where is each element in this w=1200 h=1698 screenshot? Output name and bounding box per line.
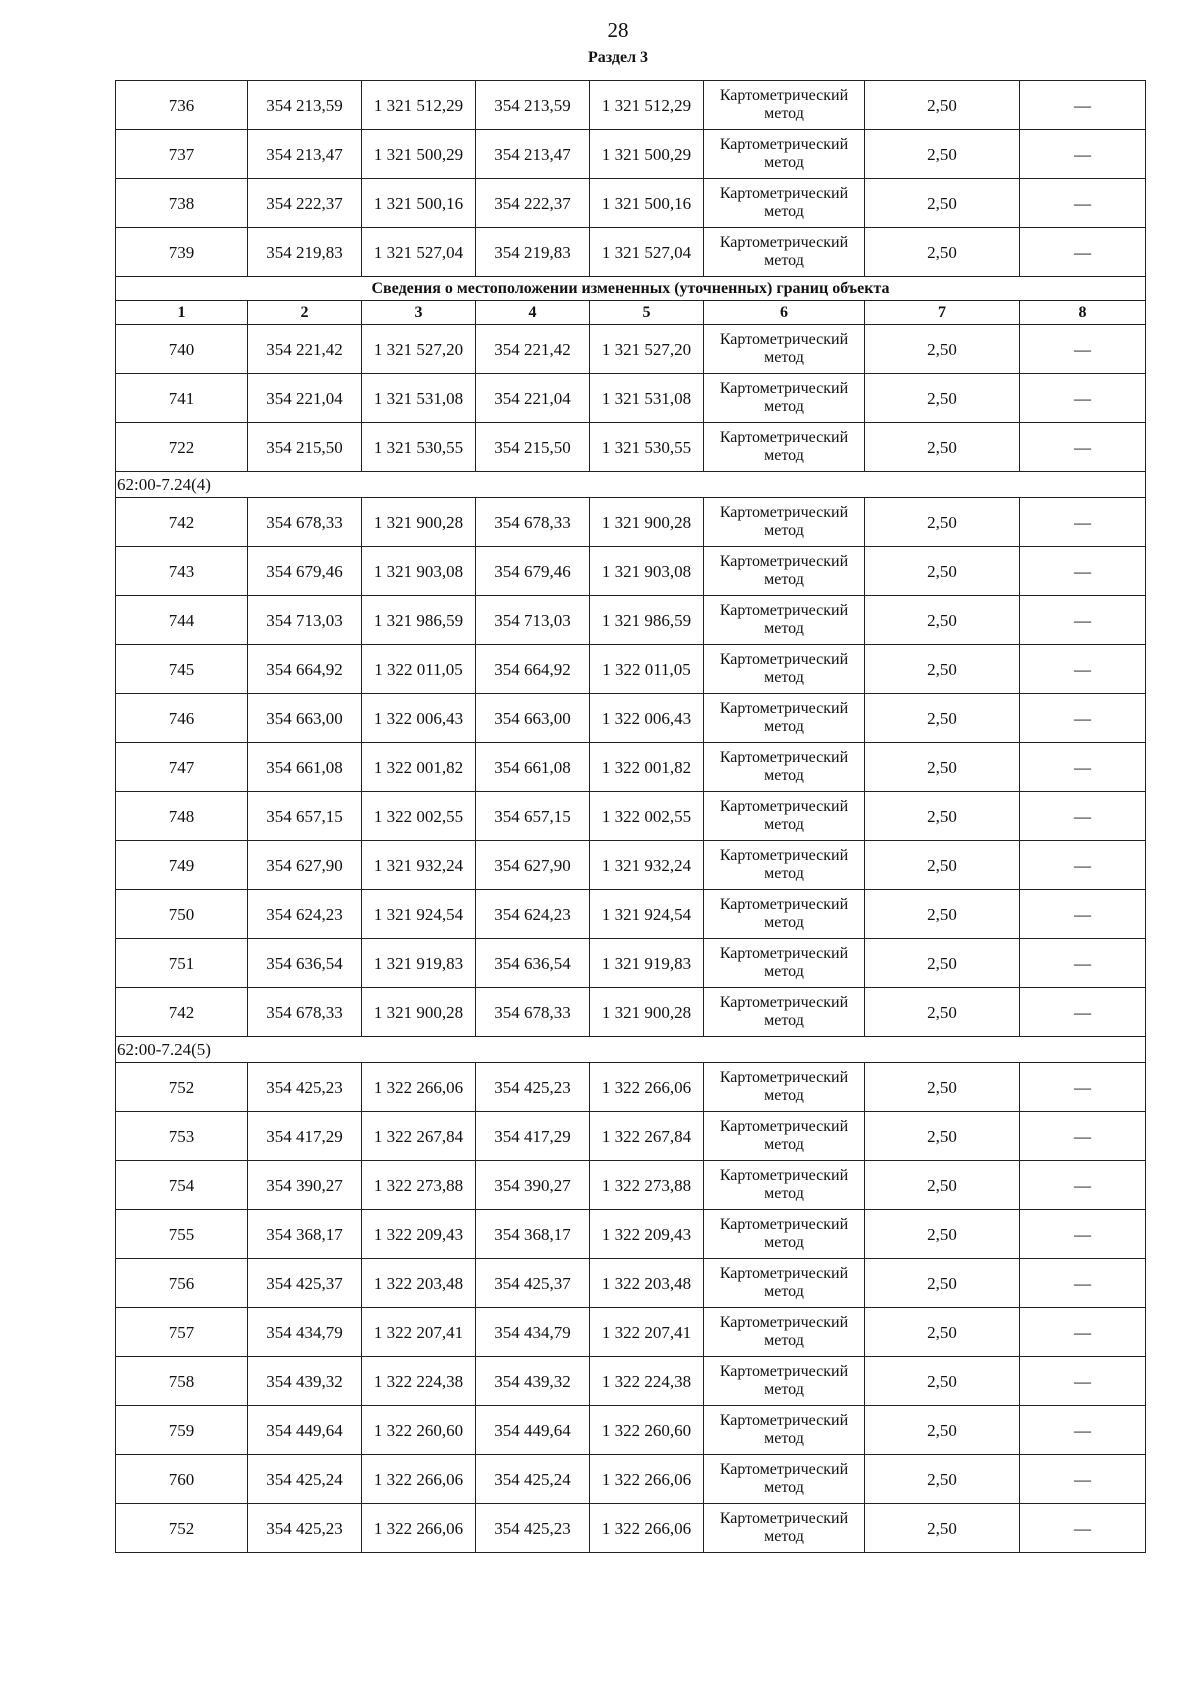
accuracy-cell: 2,50 <box>865 792 1020 841</box>
point-number-cell: 752 <box>116 1504 248 1553</box>
x-refined-cell: 354 624,23 <box>476 890 590 939</box>
x-existing-cell: 354 425,24 <box>248 1455 362 1504</box>
x-existing-cell: 354 449,64 <box>248 1406 362 1455</box>
method-cell: Картометрический метод <box>704 325 865 374</box>
y-refined-cell: 1 321 530,55 <box>590 423 704 472</box>
method-cell: Картометрический метод <box>704 841 865 890</box>
object-id: 62:00-7.24(5) <box>116 1037 1146 1063</box>
x-refined-cell: 354 439,32 <box>476 1357 590 1406</box>
y-existing-cell: 1 321 530,55 <box>362 423 476 472</box>
x-refined-cell: 354 425,23 <box>476 1063 590 1112</box>
y-refined-cell: 1 321 500,29 <box>590 130 704 179</box>
accuracy-cell: 2,50 <box>865 179 1020 228</box>
y-refined-cell: 1 322 001,82 <box>590 743 704 792</box>
y-refined-cell: 1 322 002,55 <box>590 792 704 841</box>
accuracy-cell: 2,50 <box>865 841 1020 890</box>
y-existing-cell: 1 321 924,54 <box>362 890 476 939</box>
y-existing-cell: 1 322 266,06 <box>362 1504 476 1553</box>
point-number-cell: 741 <box>116 374 248 423</box>
description-cell: — <box>1020 1112 1146 1161</box>
x-refined-cell: 354 221,42 <box>476 325 590 374</box>
x-refined-cell: 354 213,47 <box>476 130 590 179</box>
x-refined-cell: 354 678,33 <box>476 988 590 1037</box>
accuracy-cell: 2,50 <box>865 498 1020 547</box>
description-cell: — <box>1020 1357 1146 1406</box>
accuracy-cell: 2,50 <box>865 1259 1020 1308</box>
description-cell: — <box>1020 498 1146 547</box>
x-refined-cell: 354 713,03 <box>476 596 590 645</box>
point-number-cell: 754 <box>116 1161 248 1210</box>
y-existing-cell: 1 322 002,55 <box>362 792 476 841</box>
accuracy-cell: 2,50 <box>865 547 1020 596</box>
point-number-cell: 745 <box>116 645 248 694</box>
y-refined-cell: 1 322 266,06 <box>590 1063 704 1112</box>
y-existing-cell: 1 322 006,43 <box>362 694 476 743</box>
object-id: 62:00-7.24(4) <box>116 472 1146 498</box>
accuracy-cell: 2,50 <box>865 1504 1020 1553</box>
description-cell: — <box>1020 1210 1146 1259</box>
description-cell: — <box>1020 596 1146 645</box>
description-cell: — <box>1020 423 1146 472</box>
y-refined-cell: 1 322 267,84 <box>590 1112 704 1161</box>
x-existing-cell: 354 215,50 <box>248 423 362 472</box>
y-refined-cell: 1 322 260,60 <box>590 1406 704 1455</box>
x-refined-cell: 354 449,64 <box>476 1406 590 1455</box>
table-row <box>116 1308 1146 1357</box>
object-id-row <box>116 472 1146 498</box>
y-existing-cell: 1 321 986,59 <box>362 596 476 645</box>
column-number: 8 <box>1020 301 1146 325</box>
y-refined-cell: 1 321 932,24 <box>590 841 704 890</box>
point-number-cell: 742 <box>116 988 248 1037</box>
y-refined-cell: 1 322 011,05 <box>590 645 704 694</box>
x-existing-cell: 354 221,42 <box>248 325 362 374</box>
x-refined-cell: 354 215,50 <box>476 423 590 472</box>
accuracy-cell: 2,50 <box>865 1063 1020 1112</box>
y-refined-cell: 1 322 203,48 <box>590 1259 704 1308</box>
x-refined-cell: 354 679,46 <box>476 547 590 596</box>
column-number: 4 <box>476 301 590 325</box>
table-row <box>116 498 1146 547</box>
column-number: 7 <box>865 301 1020 325</box>
y-existing-cell: 1 322 267,84 <box>362 1112 476 1161</box>
point-number-cell: 722 <box>116 423 248 472</box>
point-number-cell: 747 <box>116 743 248 792</box>
accuracy-cell: 2,50 <box>865 325 1020 374</box>
y-refined-cell: 1 322 006,43 <box>590 694 704 743</box>
method-cell: Картометрический метод <box>704 498 865 547</box>
x-refined-cell: 354 425,23 <box>476 1504 590 1553</box>
method-cell: Картометрический метод <box>704 596 865 645</box>
table-row <box>116 645 1146 694</box>
x-existing-cell: 354 368,17 <box>248 1210 362 1259</box>
x-refined-cell: 354 627,90 <box>476 841 590 890</box>
x-existing-cell: 354 678,33 <box>248 988 362 1037</box>
table-row <box>116 81 1146 130</box>
y-existing-cell: 1 321 531,08 <box>362 374 476 423</box>
y-refined-cell: 1 322 224,38 <box>590 1357 704 1406</box>
section-title: Раздел 3 <box>587 49 649 66</box>
y-existing-cell: 1 322 266,06 <box>362 1063 476 1112</box>
x-refined-cell: 354 678,33 <box>476 498 590 547</box>
accuracy-cell: 2,50 <box>865 374 1020 423</box>
accuracy-cell: 2,50 <box>865 130 1020 179</box>
x-existing-cell: 354 713,03 <box>248 596 362 645</box>
y-refined-cell: 1 321 500,16 <box>590 179 704 228</box>
accuracy-cell: 2,50 <box>865 1161 1020 1210</box>
point-number-cell: 740 <box>116 325 248 374</box>
description-cell: — <box>1020 743 1146 792</box>
y-existing-cell: 1 321 932,24 <box>362 841 476 890</box>
table-row <box>116 596 1146 645</box>
method-cell: Картометрический метод <box>704 645 865 694</box>
x-refined-cell: 354 664,92 <box>476 645 590 694</box>
table-row <box>116 939 1146 988</box>
accuracy-cell: 2,50 <box>865 1112 1020 1161</box>
description-cell: — <box>1020 694 1146 743</box>
description-cell: — <box>1020 325 1146 374</box>
x-refined-cell: 354 657,15 <box>476 792 590 841</box>
table-row <box>116 547 1146 596</box>
x-refined-cell: 354 219,83 <box>476 228 590 277</box>
y-existing-cell: 1 321 903,08 <box>362 547 476 596</box>
accuracy-cell: 2,50 <box>865 1308 1020 1357</box>
description-cell: — <box>1020 1308 1146 1357</box>
column-number: 1 <box>116 301 248 325</box>
x-refined-cell: 354 213,59 <box>476 81 590 130</box>
x-existing-cell: 354 439,32 <box>248 1357 362 1406</box>
description-cell: — <box>1020 374 1146 423</box>
description-cell: — <box>1020 890 1146 939</box>
table-row <box>116 423 1146 472</box>
y-refined-cell: 1 322 209,43 <box>590 1210 704 1259</box>
column-number: 2 <box>248 301 362 325</box>
object-id-row <box>116 1037 1146 1063</box>
table-row <box>116 1161 1146 1210</box>
x-refined-cell: 354 222,37 <box>476 179 590 228</box>
table-row <box>116 1210 1146 1259</box>
x-refined-cell: 354 663,00 <box>476 694 590 743</box>
description-cell: — <box>1020 1504 1146 1553</box>
table-row <box>116 841 1146 890</box>
description-cell: — <box>1020 988 1146 1037</box>
table-row <box>116 179 1146 228</box>
y-refined-cell: 1 322 207,41 <box>590 1308 704 1357</box>
description-cell: — <box>1020 939 1146 988</box>
method-cell: Картометрический метод <box>704 81 865 130</box>
y-existing-cell: 1 321 919,83 <box>362 939 476 988</box>
x-refined-cell: 354 390,27 <box>476 1161 590 1210</box>
y-existing-cell: 1 322 209,43 <box>362 1210 476 1259</box>
x-existing-cell: 354 390,27 <box>248 1161 362 1210</box>
x-existing-cell: 354 221,04 <box>248 374 362 423</box>
x-existing-cell: 354 661,08 <box>248 743 362 792</box>
point-number-cell: 752 <box>116 1063 248 1112</box>
x-refined-cell: 354 417,29 <box>476 1112 590 1161</box>
x-existing-cell: 354 213,59 <box>248 81 362 130</box>
method-cell: Картометрический метод <box>704 179 865 228</box>
y-existing-cell: 1 321 512,29 <box>362 81 476 130</box>
table-body <box>116 81 1146 1553</box>
x-existing-cell: 354 425,37 <box>248 1259 362 1308</box>
point-number-cell: 738 <box>116 179 248 228</box>
point-number-cell: 737 <box>116 130 248 179</box>
point-number-cell: 751 <box>116 939 248 988</box>
y-existing-cell: 1 322 260,60 <box>362 1406 476 1455</box>
section-heading: Сведения о местоположении измененных (уточненных) границ объекта <box>116 277 1146 301</box>
table-row <box>116 890 1146 939</box>
y-existing-cell: 1 321 527,04 <box>362 228 476 277</box>
accuracy-cell: 2,50 <box>865 423 1020 472</box>
method-cell: Картометрический метод <box>704 1063 865 1112</box>
accuracy-cell: 2,50 <box>865 1357 1020 1406</box>
description-cell: — <box>1020 81 1146 130</box>
point-number-cell: 742 <box>116 498 248 547</box>
method-cell: Картометрический метод <box>704 988 865 1037</box>
y-refined-cell: 1 321 527,04 <box>590 228 704 277</box>
accuracy-cell: 2,50 <box>865 1406 1020 1455</box>
column-number: 5 <box>590 301 704 325</box>
point-number-cell: 743 <box>116 547 248 596</box>
point-number-cell: 753 <box>116 1112 248 1161</box>
y-existing-cell: 1 322 273,88 <box>362 1161 476 1210</box>
method-cell: Картометрический метод <box>704 1504 865 1553</box>
point-number-cell: 756 <box>116 1259 248 1308</box>
y-refined-cell: 1 322 273,88 <box>590 1161 704 1210</box>
y-refined-cell: 1 321 919,83 <box>590 939 704 988</box>
y-existing-cell: 1 321 527,20 <box>362 325 476 374</box>
y-existing-cell: 1 322 011,05 <box>362 645 476 694</box>
x-existing-cell: 354 425,23 <box>248 1063 362 1112</box>
point-number-cell: 749 <box>116 841 248 890</box>
accuracy-cell: 2,50 <box>865 645 1020 694</box>
accuracy-cell: 2,50 <box>865 694 1020 743</box>
y-existing-cell: 1 322 224,38 <box>362 1357 476 1406</box>
table-row <box>116 1455 1146 1504</box>
table-row <box>116 1357 1146 1406</box>
method-cell: Картометрический метод <box>704 1259 865 1308</box>
table-row <box>116 1063 1146 1112</box>
method-cell: Картометрический метод <box>704 1112 865 1161</box>
table-row <box>116 228 1146 277</box>
column-numbers-row <box>116 301 1146 325</box>
method-cell: Картометрический метод <box>704 1455 865 1504</box>
description-cell: — <box>1020 1455 1146 1504</box>
point-number-cell: 759 <box>116 1406 248 1455</box>
x-existing-cell: 354 425,23 <box>248 1504 362 1553</box>
method-cell: Картометрический метод <box>704 792 865 841</box>
method-cell: Картометрический метод <box>704 743 865 792</box>
table-row <box>116 1112 1146 1161</box>
table-row <box>116 1504 1146 1553</box>
method-cell: Картометрический метод <box>704 1406 865 1455</box>
accuracy-cell: 2,50 <box>865 81 1020 130</box>
table-row <box>116 988 1146 1037</box>
table-row <box>116 792 1146 841</box>
table-row <box>116 130 1146 179</box>
accuracy-cell: 2,50 <box>865 890 1020 939</box>
point-number-cell: 757 <box>116 1308 248 1357</box>
method-cell: Картометрический метод <box>704 547 865 596</box>
accuracy-cell: 2,50 <box>865 596 1020 645</box>
y-refined-cell: 1 321 986,59 <box>590 596 704 645</box>
x-refined-cell: 354 661,08 <box>476 743 590 792</box>
point-number-cell: 758 <box>116 1357 248 1406</box>
x-existing-cell: 354 627,90 <box>248 841 362 890</box>
description-cell: — <box>1020 1406 1146 1455</box>
y-existing-cell: 1 321 900,28 <box>362 498 476 547</box>
method-cell: Картометрический метод <box>704 228 865 277</box>
y-refined-cell: 1 321 531,08 <box>590 374 704 423</box>
x-existing-cell: 354 624,23 <box>248 890 362 939</box>
method-cell: Картометрический метод <box>704 1161 865 1210</box>
y-refined-cell: 1 321 900,28 <box>590 988 704 1037</box>
y-existing-cell: 1 322 203,48 <box>362 1259 476 1308</box>
accuracy-cell: 2,50 <box>865 1455 1020 1504</box>
x-existing-cell: 354 663,00 <box>248 694 362 743</box>
x-refined-cell: 354 425,24 <box>476 1455 590 1504</box>
point-number-cell: 736 <box>116 81 248 130</box>
description-cell: — <box>1020 1161 1146 1210</box>
y-existing-cell: 1 322 001,82 <box>362 743 476 792</box>
method-cell: Картометрический метод <box>704 374 865 423</box>
y-existing-cell: 1 322 266,06 <box>362 1455 476 1504</box>
method-cell: Картометрический метод <box>704 1210 865 1259</box>
x-refined-cell: 354 636,54 <box>476 939 590 988</box>
method-cell: Картометрический метод <box>704 1357 865 1406</box>
x-existing-cell: 354 664,92 <box>248 645 362 694</box>
accuracy-cell: 2,50 <box>865 939 1020 988</box>
x-existing-cell: 354 657,15 <box>248 792 362 841</box>
accuracy-cell: 2,50 <box>865 228 1020 277</box>
description-cell: — <box>1020 1063 1146 1112</box>
x-refined-cell: 354 368,17 <box>476 1210 590 1259</box>
description-cell: — <box>1020 228 1146 277</box>
table-row <box>116 325 1146 374</box>
method-cell: Картометрический метод <box>704 939 865 988</box>
y-existing-cell: 1 322 207,41 <box>362 1308 476 1357</box>
table-row <box>116 743 1146 792</box>
table-row <box>116 694 1146 743</box>
y-existing-cell: 1 321 500,16 <box>362 179 476 228</box>
accuracy-cell: 2,50 <box>865 743 1020 792</box>
description-cell: — <box>1020 841 1146 890</box>
column-number: 6 <box>704 301 865 325</box>
table-row <box>116 1406 1146 1455</box>
y-refined-cell: 1 321 527,20 <box>590 325 704 374</box>
y-refined-cell: 1 321 903,08 <box>590 547 704 596</box>
accuracy-cell: 2,50 <box>865 988 1020 1037</box>
column-number: 3 <box>362 301 476 325</box>
description-cell: — <box>1020 1259 1146 1308</box>
description-cell: — <box>1020 130 1146 179</box>
y-refined-cell: 1 321 900,28 <box>590 498 704 547</box>
x-existing-cell: 354 434,79 <box>248 1308 362 1357</box>
y-refined-cell: 1 322 266,06 <box>590 1504 704 1553</box>
coordinates-table <box>115 80 1146 1553</box>
description-cell: — <box>1020 645 1146 694</box>
table-row <box>116 374 1146 423</box>
x-refined-cell: 354 434,79 <box>476 1308 590 1357</box>
point-number-cell: 755 <box>116 1210 248 1259</box>
y-refined-cell: 1 322 266,06 <box>590 1455 704 1504</box>
point-number-cell: 744 <box>116 596 248 645</box>
point-number-cell: 760 <box>116 1455 248 1504</box>
point-number-cell: 746 <box>116 694 248 743</box>
method-cell: Картометрический метод <box>704 890 865 939</box>
x-existing-cell: 354 213,47 <box>248 130 362 179</box>
method-cell: Картометрический метод <box>704 1308 865 1357</box>
x-existing-cell: 354 636,54 <box>248 939 362 988</box>
point-number-cell: 750 <box>116 890 248 939</box>
description-cell: — <box>1020 792 1146 841</box>
x-existing-cell: 354 679,46 <box>248 547 362 596</box>
description-cell: — <box>1020 547 1146 596</box>
page-number: 28 <box>607 18 629 42</box>
x-refined-cell: 354 221,04 <box>476 374 590 423</box>
description-cell: — <box>1020 179 1146 228</box>
x-refined-cell: 354 425,37 <box>476 1259 590 1308</box>
y-refined-cell: 1 321 924,54 <box>590 890 704 939</box>
y-existing-cell: 1 321 500,29 <box>362 130 476 179</box>
x-existing-cell: 354 222,37 <box>248 179 362 228</box>
point-number-cell: 739 <box>116 228 248 277</box>
y-existing-cell: 1 321 900,28 <box>362 988 476 1037</box>
table-row <box>116 1259 1146 1308</box>
x-existing-cell: 354 219,83 <box>248 228 362 277</box>
point-number-cell: 748 <box>116 792 248 841</box>
method-cell: Картометрический метод <box>704 130 865 179</box>
method-cell: Картометрический метод <box>704 694 865 743</box>
section-heading-row <box>116 277 1146 301</box>
y-refined-cell: 1 321 512,29 <box>590 81 704 130</box>
method-cell: Картометрический метод <box>704 423 865 472</box>
accuracy-cell: 2,50 <box>865 1210 1020 1259</box>
x-existing-cell: 354 417,29 <box>248 1112 362 1161</box>
x-existing-cell: 354 678,33 <box>248 498 362 547</box>
